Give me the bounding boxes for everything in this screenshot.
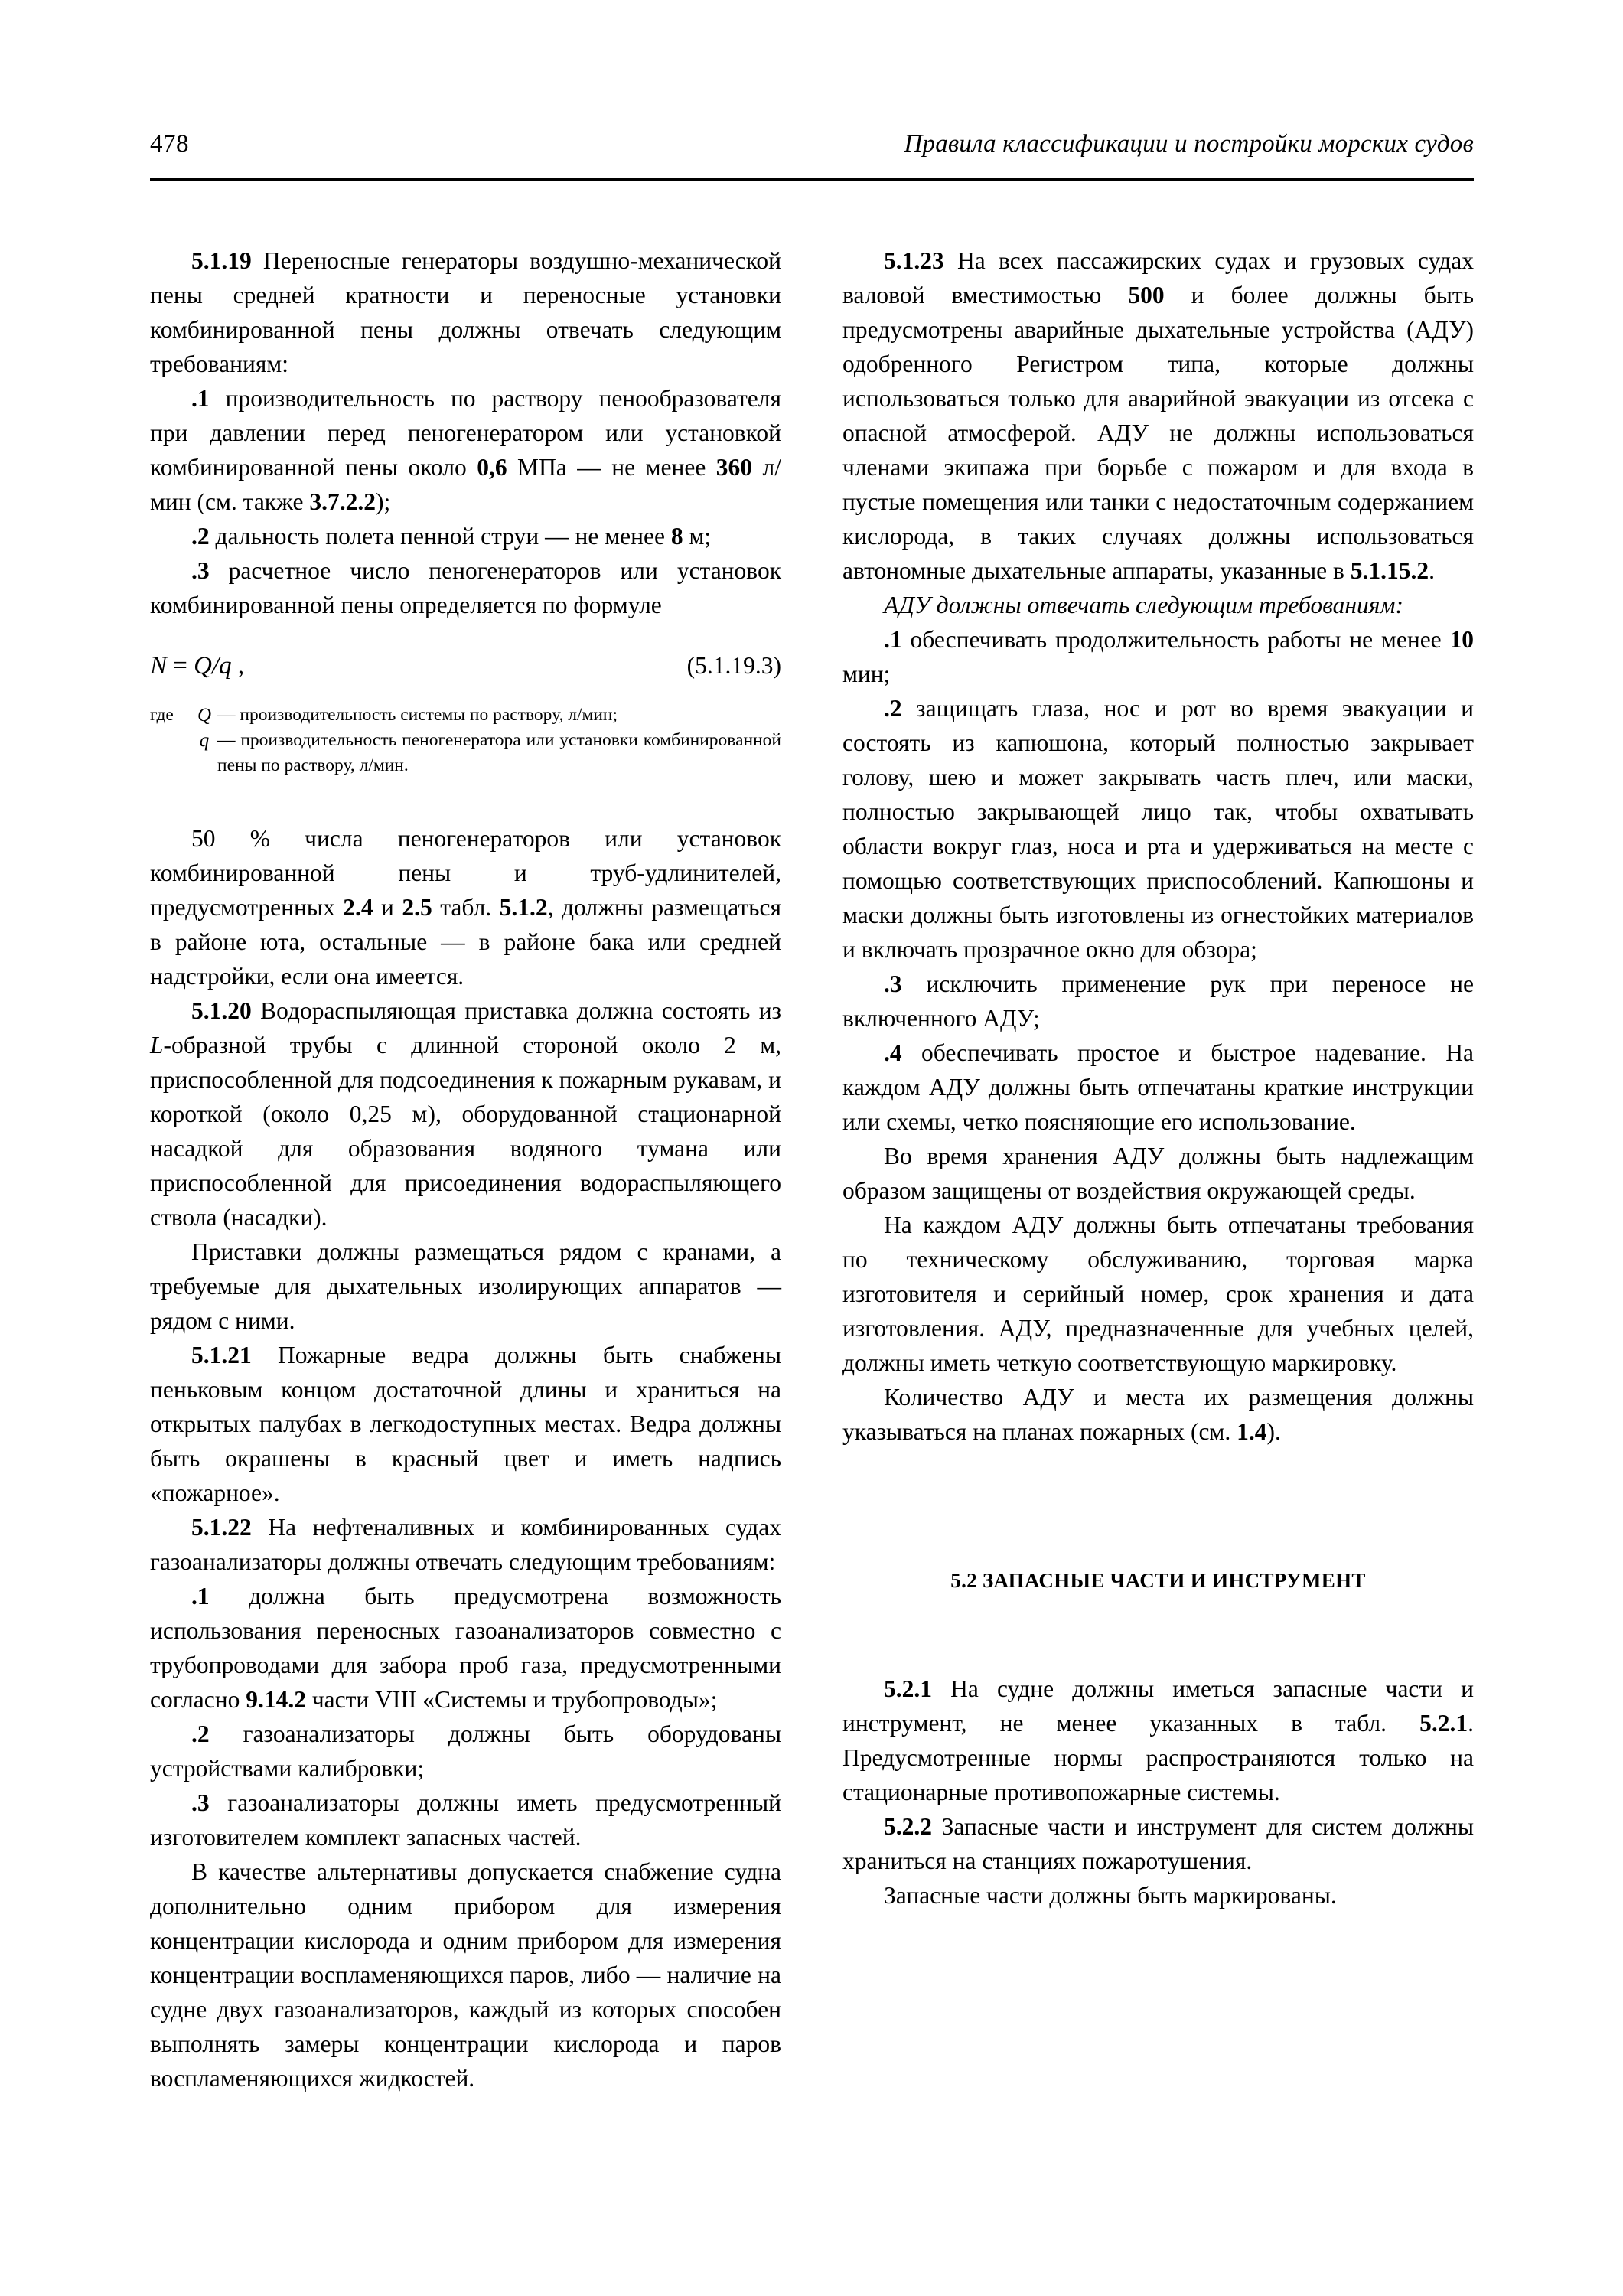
paragraph-text: Запасные части должны быть маркированы. bbox=[884, 1882, 1337, 1909]
paragraph-50-percent bbox=[150, 821, 781, 993]
clause-number: 5.1.21 bbox=[191, 1342, 252, 1368]
formula-block bbox=[150, 648, 781, 683]
subclause-number: .2 bbox=[191, 523, 210, 550]
formula-lhs: N bbox=[150, 652, 168, 680]
vertical-spacer bbox=[842, 1598, 1474, 1671]
section-heading-5-2: 5.2 ЗАПАСНЫЕ ЧАСТИ И ИНСТРУМЕНТ bbox=[950, 1569, 1366, 1592]
subclause-text: дальность полета пенной струи — не менее 8 м; bbox=[215, 523, 712, 550]
paragraph-alternative bbox=[150, 1854, 781, 2095]
paragraph-spare-parts-marked bbox=[842, 1878, 1474, 1913]
clause-number: 5.1.19 bbox=[191, 247, 252, 274]
legend-definition bbox=[217, 728, 781, 778]
paragraph-text: Во время хранения АДУ должны быть надлежащим образом защищены от воздействия окружающей среды. bbox=[842, 1143, 1474, 1204]
clause-text: На нефтеналивных и комбинированных судах газоанализаторы должны отвечать следующим требованиям: bbox=[150, 1514, 781, 1575]
subclause-number: .2 bbox=[191, 1720, 210, 1747]
paragraph-5-1-19-3 bbox=[150, 553, 781, 622]
clause-text: Водораспыляющая приставка должна состоять из L-образной трубы с длинной стороной около 2 м, приспособленной для подсоединения к пожарным рукавам, и короткой (около 0,25 м), оборудованной стационарной насадкой для образования водяного тумана или приспособленной для присоединения водораспыляющего ствола (насадки). bbox=[150, 997, 781, 1231]
body-columns bbox=[150, 243, 1474, 2095]
paragraph-text: В качестве альтернативы допускается снабжение судна дополнительно одним прибором для измерения концентрации кислорода и одним прибором для измерения концентрации воспламеняющихся паров, либо — наличие на судне двух газоанализаторов, каждый из которых способен выполнять замеры концентрации кислорода и паров воспламеняющихся жидкостей. bbox=[150, 1858, 781, 2092]
legend-dash: — bbox=[217, 705, 236, 725]
clause-number: 5.2.1 bbox=[884, 1675, 932, 1702]
subclause-text: расчетное число пеногенераторов или установок комбинированной пены определяется по формуле bbox=[150, 557, 782, 618]
subclause-text: производительность по раствору пенообразователя при давлении перед пеногенератором или установкой комбинированной пены около 0,6 МПа — не менее 360 л/мин (см. также 3.7.2.2); bbox=[150, 385, 781, 515]
paragraph-5-1-19 bbox=[150, 243, 781, 381]
paragraph-5-1-21 bbox=[150, 1338, 781, 1510]
paragraph-adu-1 bbox=[842, 622, 1474, 691]
clause-number: 5.1.20 bbox=[191, 997, 252, 1024]
subclause-number: .1 bbox=[191, 385, 210, 412]
clause-number: 5.1.22 bbox=[191, 1514, 252, 1541]
running-title: Правила классификации и постройки морских судов bbox=[904, 130, 1474, 158]
subclause-number: .3 bbox=[191, 1789, 210, 1816]
paragraph-adu-3 bbox=[842, 967, 1474, 1035]
paragraph-pristavki bbox=[150, 1234, 781, 1338]
paragraph-5-1-19-1 bbox=[150, 381, 781, 519]
subclause-text: защищать глаза, нос и рот во время эвакуации и состоять из капюшона, который полностью закрывает голову, шею и может закрывать часть плеч, или маски, полностью закрывающей лицо так, чтобы охватывать области вокруг глаз, носа и рта и удерживаться на месте с помощью соответствующих приспособлений. Капюшоны и маски должны быть изготовлены из огнестойких материалов и включать прозрачное окно для обзора; bbox=[842, 695, 1474, 963]
running-head bbox=[150, 130, 1474, 158]
formula-operator: = bbox=[167, 652, 194, 680]
header-rule bbox=[150, 178, 1474, 181]
paragraph-5-1-19-2 bbox=[150, 519, 781, 553]
paragraph-adu-2 bbox=[842, 691, 1474, 967]
clause-text: Запасные части и инструмент для систем должны храниться на станциях пожаротушения. bbox=[842, 1813, 1474, 1874]
paragraph-text: На каждом АДУ должны быть отпечатаны требования по техническому обслуживанию, торговая марка изготовителя и серийный номер, срок хранения и дата изготовления. АДУ, предназначенные для учебных целей, должны иметь четкую соответствующую маркировку. bbox=[842, 1212, 1474, 1376]
clause-text: Пожарные ведра должны быть снабжены пеньковым концом достаточной длины и храниться на открытых палубах в легкодоступных местах. Ведра должны быть окрашены в красный цвет и иметь надпись «пожарное». bbox=[150, 1342, 782, 1506]
paragraph-text: Приставки должны размещаться рядом с кранами, а требуемые для дыхательных изолирующих аппаратов — рядом с ними. bbox=[150, 1238, 781, 1334]
subclause-number: .2 bbox=[884, 695, 902, 722]
paragraph-5-1-22-3 bbox=[150, 1786, 781, 1854]
legend-dash: — bbox=[217, 730, 236, 750]
paragraph-text: Количество АДУ и места их размещения должны указываться на планах пожарных (см. 1.4). bbox=[842, 1384, 1474, 1445]
vertical-spacer bbox=[150, 778, 781, 821]
vertical-spacer bbox=[842, 1449, 1474, 1564]
paragraph-adu-intro bbox=[842, 588, 1474, 622]
paragraph-5-1-22-1 bbox=[150, 1579, 781, 1717]
subclause-text: должна быть предусмотрена возможность использования переносных газоанализаторов совместно с трубопроводами для забора проб газа, предусмотренными согласно 9.14.2 части VIII «Системы и трубопроводы»; bbox=[150, 1583, 781, 1713]
formula-number: (5.1.19.3) bbox=[686, 652, 781, 679]
paragraph-text: АДУ должны отвечать следующим требованиям: bbox=[884, 592, 1404, 618]
subclause-number: .1 bbox=[884, 626, 902, 653]
legend-definition-text: производительность системы по раствору, л/мин; bbox=[240, 705, 618, 725]
paragraph-adu-4 bbox=[842, 1035, 1474, 1139]
paragraph-5-1-22 bbox=[150, 1510, 781, 1579]
legend-definition-text: производительность пеногенератора или установки комбинированной пены по раствору, л/мин. bbox=[217, 730, 781, 775]
paragraph-marking bbox=[842, 1208, 1474, 1380]
clause-text: Переносные генераторы воздушно-механической пены средней кратности и переносные установки комбинированной пены должны отвечать следующим требованиям: bbox=[150, 247, 782, 377]
paragraph-storage bbox=[842, 1139, 1474, 1208]
right-column bbox=[842, 243, 1474, 2095]
subclause-text: обеспечивать продолжительность работы не менее 10 мин; bbox=[842, 626, 1475, 687]
subclause-number: .3 bbox=[884, 970, 902, 997]
legend-row bbox=[150, 728, 781, 778]
legend-symbol: Q bbox=[197, 705, 212, 726]
clause-text: На всех пассажирских судах и грузовых судах валовой вместимостью 500 и более должны быть предусмотрены аварийные дыхательные устройства (АДУ) одобренного Регистром типа, которые должны использоваться только для аварийной эвакуации из отсека с опасной атмосферой. АДУ не должны использоваться членами экипажа при борьбе с пожаром и для входа в пустые помещения или танки с недостаточным содержанием кислорода, в таких случаях должны использоваться автономные дыхательные аппараты, указанные в 5.1.15.2. bbox=[842, 247, 1475, 584]
paragraph-5-2-2 bbox=[842, 1809, 1474, 1878]
formula-trailing: , bbox=[231, 652, 245, 680]
legend-lead-spacer bbox=[150, 728, 191, 778]
paragraph-text: 50 % числа пеногенераторов или установок комбинированной пены и труб-удлинителей, предусмотренных 2.4 и 2.5 табл. 5.1.2, должны размещаться в районе юта, остальные — в районе бака или средней надстройки, если она имеется. bbox=[150, 825, 781, 990]
legend-symbol: q bbox=[199, 730, 210, 751]
paragraph-5-1-22-2 bbox=[150, 1717, 781, 1786]
subclause-text: газоанализаторы должны иметь предусмотренный изготовителем комплект запасных частей. bbox=[150, 1789, 782, 1851]
symbol-legend bbox=[150, 703, 781, 778]
paragraph-5-1-23 bbox=[842, 243, 1474, 588]
subclause-text: газоанализаторы должны быть оборудованы устройствами калибровки; bbox=[150, 1720, 781, 1782]
left-column bbox=[150, 243, 781, 2095]
page-number: 478 bbox=[150, 130, 189, 158]
subclause-number: .1 bbox=[191, 1583, 210, 1609]
paragraph-5-2-1 bbox=[842, 1671, 1474, 1809]
subclause-number: .4 bbox=[884, 1039, 902, 1066]
clause-number: 5.1.23 bbox=[884, 247, 944, 274]
formula-rhs: Q/q bbox=[194, 652, 232, 680]
paragraph-5-1-20 bbox=[150, 993, 781, 1234]
legend-definition bbox=[217, 703, 781, 728]
paragraph-quantity bbox=[842, 1380, 1474, 1449]
formula-expression bbox=[150, 652, 244, 680]
subclause-number: .3 bbox=[191, 557, 210, 584]
legend-row bbox=[150, 703, 781, 728]
legend-lead-word: где bbox=[150, 705, 174, 725]
subclause-text: обеспечивать простое и быстрое надевание. На каждом АДУ должны быть отпечатаны краткие инструкции или схемы, четко поясняющие его использование. bbox=[842, 1039, 1474, 1135]
clause-text: На судне должны иметься запасные части и инструмент, не менее указанных в табл. 5.2.1. Предусмотренные нормы распространяются только на стационарные противопожарные системы. bbox=[842, 1675, 1474, 1805]
subclause-text: исключить применение рук при переносе не включенного АДУ; bbox=[842, 970, 1474, 1032]
clause-number: 5.2.2 bbox=[884, 1813, 932, 1840]
